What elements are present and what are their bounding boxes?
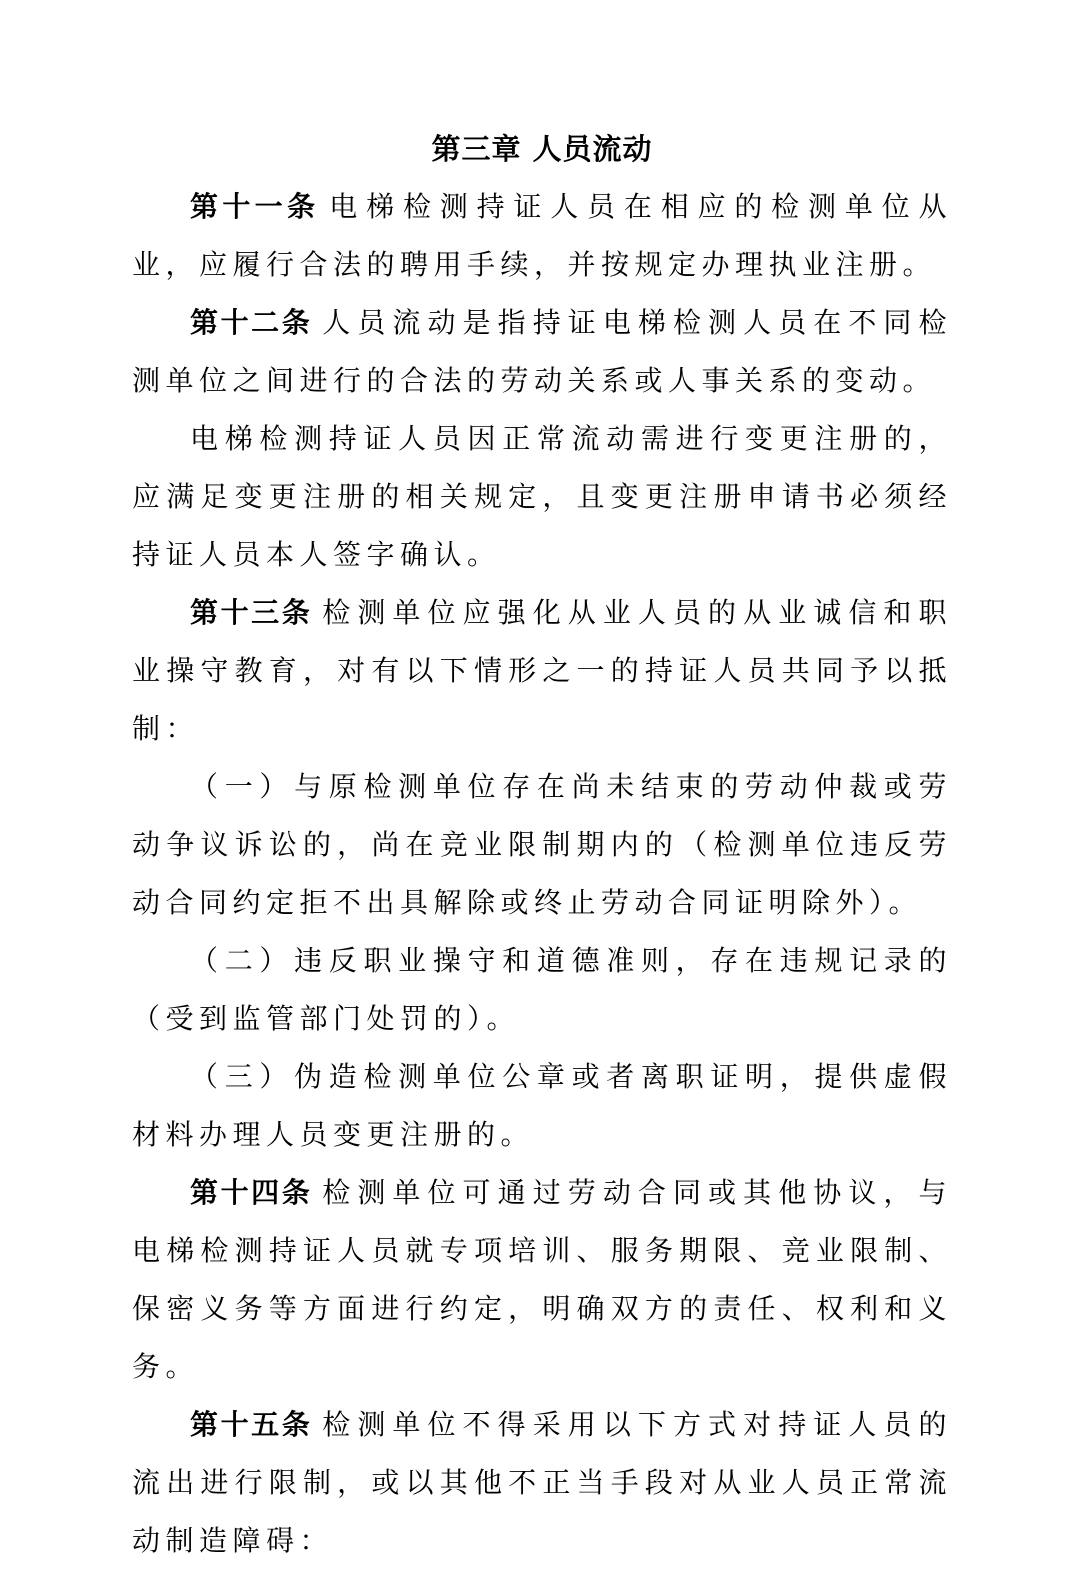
article-12 bbox=[132, 294, 952, 410]
article-text: 检测单位应强化从业人员的从业诚信和职业操守教育，对有以下情形之一的持证人员共同予以抵制： bbox=[132, 596, 952, 745]
article-13-item-3 bbox=[132, 1048, 952, 1164]
article-13-item-1 bbox=[132, 758, 952, 932]
article-12-para-2 bbox=[132, 410, 952, 584]
article-text: 检测单位不得采用以下方式对持证人员的流出进行限制，或以其他不正当手段对从业人员正常流动制造障碍： bbox=[132, 1408, 952, 1557]
article-label: 第十二条 bbox=[190, 306, 313, 339]
article-label: 第十一条 bbox=[190, 190, 320, 223]
article-label: 第十四条 bbox=[190, 1176, 313, 1209]
list-item-text: （一）与原检测单位存在尚未结束的劳动仲裁或劳动争议诉讼的，尚在竞业限制期内的（检测单位违反劳动合同约定拒不出具解除或终止劳动合同证明除外）。 bbox=[132, 770, 952, 919]
article-11 bbox=[132, 178, 952, 294]
chapter-title: 第三章 人员流动 bbox=[431, 132, 653, 166]
article-label: 第十三条 bbox=[190, 596, 313, 629]
article-text: 电梯检测持证人员在相应的检测单位从业，应履行合法的聘用手续，并按规定办理执业注册。 bbox=[132, 190, 952, 281]
article-13-item-2 bbox=[132, 932, 952, 1048]
list-item-text: （三）伪造检测单位公章或者离职证明，提供虚假材料办理人员变更注册的。 bbox=[132, 1060, 952, 1151]
article-14 bbox=[132, 1164, 952, 1396]
article-text: 检测单位可通过劳动合同或其他协议，与电梯检测持证人员就专项培训、服务期限、竞业限制、保密义务等方面进行约定，明确双方的责任、权利和义务。 bbox=[132, 1176, 952, 1383]
article-label: 第十五条 bbox=[190, 1408, 313, 1441]
document-page bbox=[132, 120, 952, 1570]
list-item-text: （二）违反职业操守和道德准则，存在违规记录的（受到监管部门处罚的）。 bbox=[132, 944, 952, 1035]
article-13 bbox=[132, 584, 952, 758]
article-15 bbox=[132, 1396, 952, 1570]
article-text: 人员流动是指持证电梯检测人员在不同检测单位之间进行的合法的劳动关系或人事关系的变动。 bbox=[132, 306, 952, 397]
paragraph-text: 电梯检测持证人员因正常流动需进行变更注册的，应满足变更注册的相关规定，且变更注册申请书必须经持证人员本人签字确认。 bbox=[132, 422, 952, 571]
